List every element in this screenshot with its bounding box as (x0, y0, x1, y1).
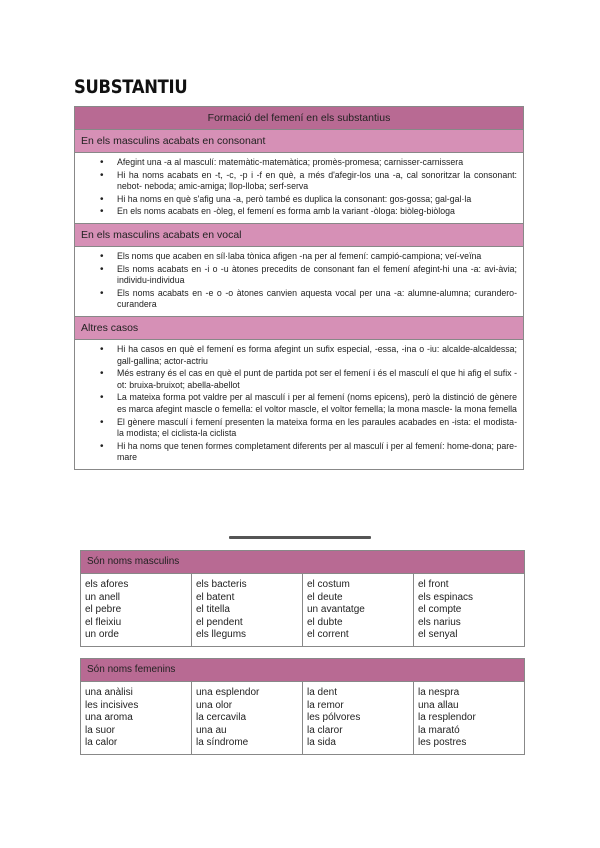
rule-item: • Hi ha noms que tenen formes completament diferents per al masculí i per al femení: home-dona; pare-mare (117, 441, 523, 464)
noun-item: el front (418, 579, 449, 590)
table-header: Formació del femení en els substantius (75, 107, 523, 130)
noun-item: el pebre (85, 604, 122, 615)
noun-item: un anell (85, 591, 121, 603)
table-sections (75, 130, 523, 469)
noun-item: una olor (196, 699, 233, 711)
rule-item: • Els noms que acaben en síl·laba tònica afigen -na per al femení: campió-campiona; veí-veïna (117, 251, 523, 263)
section-body (75, 340, 523, 469)
noun-item: una aroma (85, 712, 133, 723)
noun-item: el deute (307, 591, 343, 603)
noun-item: la síndrome (196, 737, 249, 748)
noun-item: els espinacs (418, 591, 474, 603)
rule-item: • Hi ha noms en què s'afig una -a, però també es duplica la consonant: gos-gossa; gal-gal·la (117, 194, 523, 206)
page-title: SUBSTANTIU (74, 76, 188, 98)
noun-item: els narius (418, 616, 461, 628)
noun-item: la cercavila (196, 712, 247, 723)
noun-item: el titella (196, 604, 230, 615)
noun-item: la marató (418, 724, 460, 736)
masculine-nouns-table (80, 550, 525, 647)
noun-column (303, 574, 414, 646)
feminine-nouns-grid (81, 682, 524, 754)
noun-item: el costum (307, 579, 350, 590)
rule-item: • El gènere masculí i femení presenten la mateixa forma en les paraules acabades en -ista: el modista- la modista; el ciclista-la ciclista (117, 417, 523, 440)
noun-item: els llegums (196, 629, 247, 640)
noun-column (192, 574, 303, 646)
masculine-nouns-grid (81, 574, 524, 646)
noun-item: un orde (85, 629, 119, 640)
rule-item: • Afegint una -a al masculí: matemàtic-matemàtica; promès-promesa; carnisser-carnissera (117, 157, 523, 169)
section-body (75, 247, 523, 317)
rule-item: • Hi ha noms acabats en -t, -c, -p i -f en què, a més d'afegir-los una -a, cal sonoritzar la consonant: nebot- neboda; amic-amiga; llop-lloba; serf-serva (117, 170, 523, 193)
noun-item: la dent (307, 687, 338, 698)
noun-column (81, 682, 192, 754)
feminine-nouns-table (80, 658, 525, 755)
rule-item: • En els noms acabats en -òleg, el femení es forma amb la variant -òloga: biòleg-biòloga (117, 206, 523, 218)
noun-item: les postres (418, 737, 467, 748)
noun-item: la remor (307, 699, 344, 711)
rule-list (75, 157, 523, 218)
noun-item: les pólvores (307, 712, 361, 723)
rule-list (75, 251, 523, 311)
rule-list (75, 344, 523, 464)
noun-item: una anàlisi (85, 687, 133, 698)
rule-item: • Més estrany és el cas en què el punt de partida pot ser el femení i és el masculí el que hi afig el sufix -ot: bruixa-bruixot; abella-abellot (117, 368, 523, 391)
noun-item: la sida (307, 737, 336, 748)
noun-item: els bacteris (196, 579, 247, 590)
noun-item: el fleixiu (85, 616, 122, 628)
noun-item: un avantatge (307, 604, 365, 615)
noun-item: el pendent (196, 616, 243, 628)
noun-column (414, 574, 524, 646)
rule-item: • Els noms acabats en -i o -u àtones precedits de consonant fan el femení afegint-hi una -a: avi-àvia; individu-individua (117, 264, 523, 287)
noun-column (414, 682, 524, 754)
section-heading: Altres casos (75, 317, 523, 340)
feminine-formation-table (74, 106, 524, 470)
noun-item: el compte (418, 604, 462, 615)
rule-item: • La mateixa forma pot valdre per al masculí i per al femení (noms epicens), però la distinció de gènere es marca afegint mascle o femella: el voltor mascle, el voltor femella; la mona mascle- la mona femella (117, 392, 523, 415)
noun-column (81, 574, 192, 646)
noun-item: el corrent (307, 629, 349, 640)
feminine-nouns-header: Són noms femenins (81, 659, 524, 682)
noun-column (192, 682, 303, 754)
horizontal-scrollbar[interactable] (229, 536, 371, 539)
noun-column (303, 682, 414, 754)
masculine-nouns-header: Són noms masculins (81, 551, 524, 574)
noun-item: una esplendor (196, 687, 260, 698)
section-heading: En els masculins acabats en vocal (75, 224, 523, 247)
noun-item: la nespra (418, 687, 460, 698)
rule-item: • Els noms acabats en -e o -o àtones canvien aquesta vocal per una -a: alumne-alumna; curandero-curandera (117, 288, 523, 311)
rule-item: • Hi ha casos en què el femení es forma afegint un sufix especial, -essa, -ina o -iu: alcalde-alcaldessa; gall-gallina; actor-actriu (117, 344, 523, 367)
noun-item: les incisives (85, 699, 139, 711)
noun-item: els afores (85, 579, 129, 590)
noun-item: la calor (85, 737, 118, 748)
noun-item: el batent (196, 591, 235, 603)
noun-item: la suor (85, 724, 116, 736)
noun-item: la resplendor (418, 712, 476, 723)
section-heading: En els masculins acabats en consonant (75, 130, 523, 153)
noun-item: el dubte (307, 616, 343, 628)
section-body (75, 153, 523, 224)
noun-item: el senyal (418, 629, 458, 640)
noun-item: la claror (307, 724, 343, 736)
noun-item: una au (196, 724, 227, 736)
noun-item: una allau (418, 699, 459, 711)
